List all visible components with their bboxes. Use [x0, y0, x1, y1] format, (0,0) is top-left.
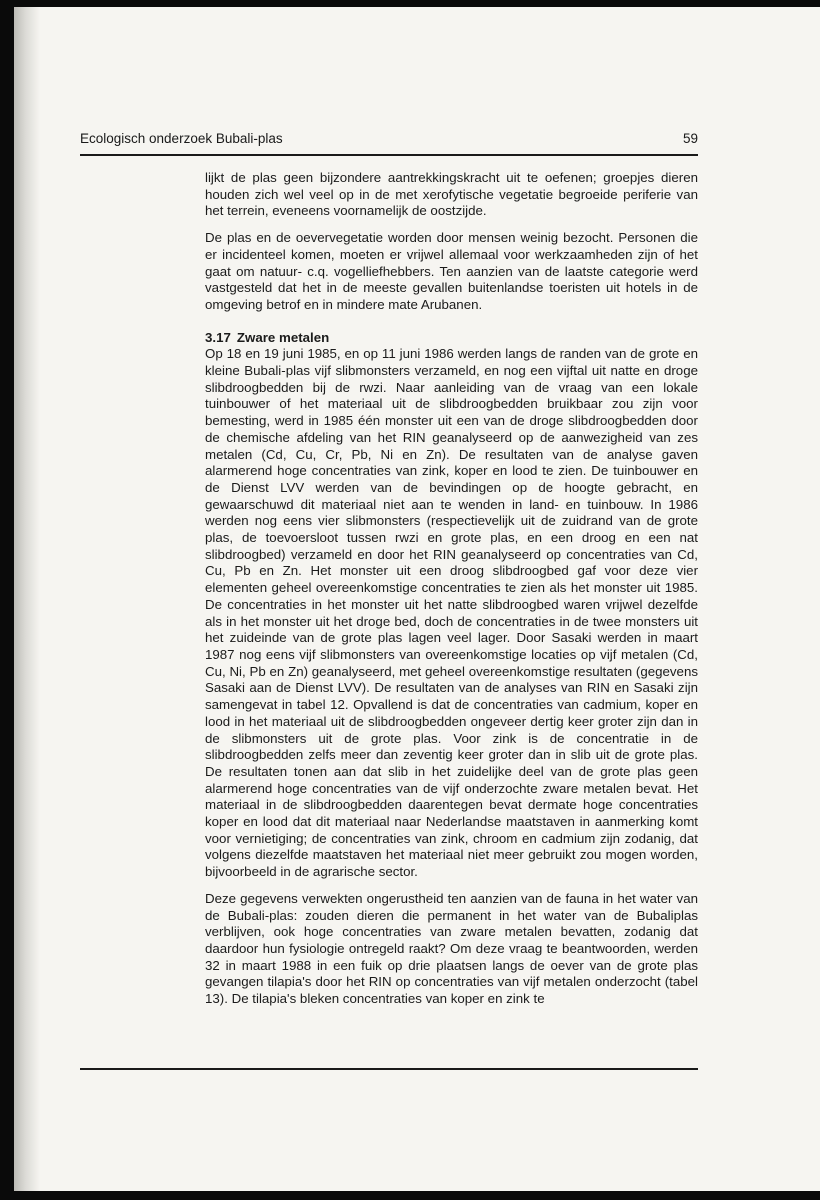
paragraph-fauna: lijkt de plas geen bijzondere aantrekkingskracht uit te oefenen; groepjes dieren houden zich wel veel op in de met xerofytische vegetatie begroeide periferie van het terrein, eveneens voornamelijk de oostzijde. — [205, 170, 698, 219]
header-rule — [80, 154, 698, 156]
paragraph-tilapia: Deze gegevens verwekten ongerustheid ten aanzien van de fauna in het water van de Bubali-plas: zouden dieren die permanent in het water van de Bubaliplas verblijven, ook hoge concentraties van zware metalen bevatten, zodanig dat daardoor hun fysiologie ontregeld raakt? Om deze vraag te beantwoorden, werden 32 in maart 1988 in een fuik op drie plaatsen langs de oever van de grote plas gevangen tilapia's door het RIN op concentraties van vijf metalen onderzocht (tabel 13). De tilapia's bleken concentraties van koper en zink te — [205, 890, 698, 1007]
body-text — [205, 170, 698, 1018]
section-heading — [205, 330, 698, 347]
footer-rule — [80, 1068, 698, 1070]
page-number: 59 — [682, 131, 698, 146]
running-title: Ecologisch onderzoek Bubali-plas — [80, 131, 283, 146]
paragraph-visitors: De plas en de oevervegetatie worden door mensen weinig bezocht. Personen die er incidenteel komen, moeten er vrijwel allemaal voor werkzaamheden zijn of het gaat om natuur- c.q. vogelliefhebbers. Ten aanzien van de laatste categorie werd vastgesteld dat het in de meeste gevallen buitenlandse toeristen uit hotels in de omgeving betrof en in mindere mate Arubanen. — [205, 230, 698, 312]
section-title: Zware metalen — [236, 329, 330, 345]
page-spine-shadow — [14, 7, 40, 1191]
paragraph-heavy-metals: Op 18 en 19 juni 1985, en op 11 juni 1986 werden langs de randen van de grote en kleine Bubali-plas vijf slibmonsters verzameld, en nog een vijftal uit natte en droge slibdroogbedden bij de rwzi. Naar aanleiding van de vraag van een lokale tuinbouwer of het materiaal uit de slibdroogbedden bruikbaar zou zijn voor bemesting, werd in 1985 één monster uit een van de droge slibdroogbedden door de chemische afdeling van het RIN geanalyseerd op de aanwezigheid van zes metalen (Cd, Cu, Cr, Pb, Ni en Zn). De resultaten van de analyse gaven alarmerend hoge concentraties van zink, koper en lood te zien. De tuinbouwer en de Dienst LVV werden van de bevindingen op de hoogte gebracht, en gewaarschuwd dit materiaal niet aan te wenden in land- en tuinbouw. In 1986 werden nog eens vier slibmonsters (respectievelijk uit de zuidrand van de grote plas, de toevoersloot tussen rwzi en grote plas, en een droog en een nat slibdroogbed) verzameld en door het RIN geanalyseerd op concentraties van Cd, Cu, Pb en Zn. Het monster uit een droog slibdroogbed gaf voor deze vier elementen geheel overeenkomstige concentraties te zien als het monster uit 1985. De concentraties in het monster uit het natte slibdroogbed waren vrijwel dezelfde als in het monster uit het droge bed, doch de concentraties in de twee monsters uit het zuideinde van de grote plas lagen veel lager. Door Sasaki werden in maart 1987 nog eens vijf slibmonsters van overeenkomstige locaties op vijf metalen (Cd, Cu, Ni, Pb en Zn) geanalyseerd, met geheel overeenkomstige resultaten (gegevens Sasaki aan de Dienst LVV). De resultaten van de analyses van RIN en Sasaki zijn samengevat in tabel 12. Opvallend is dat de concentraties van cadmium, koper en lood in het materiaal uit de slibdroogbedden ongeveer dertig keer groter zijn dan in de slibmonsters uit de grote plas. Voor zink is de concentratie in de slibdroogbedden zelfs meer dan zeventig keer groter dan in slib uit de grote plas. De resultaten tonen aan dat slib in het zuidelijke deel van de grote plas geen alarmerend hoge concentraties van de vijf onderzochte zware metalen bevat. Het materiaal in de slibdroogbedden daarentegen bevat dermate hoge concentraties koper en lood dat dit materiaal naar Nederlandse maatstaven in aanmerking komt voor vernietiging; de concentraties van zink, chroom en cadmium zijn zodanig, dat volgens diezelfde maatstaven het materiaal niet meer gebruikt zou mogen worden, bijvoorbeeld in de agrarische sector. — [205, 346, 698, 880]
section-number: 3.17 — [205, 329, 231, 345]
